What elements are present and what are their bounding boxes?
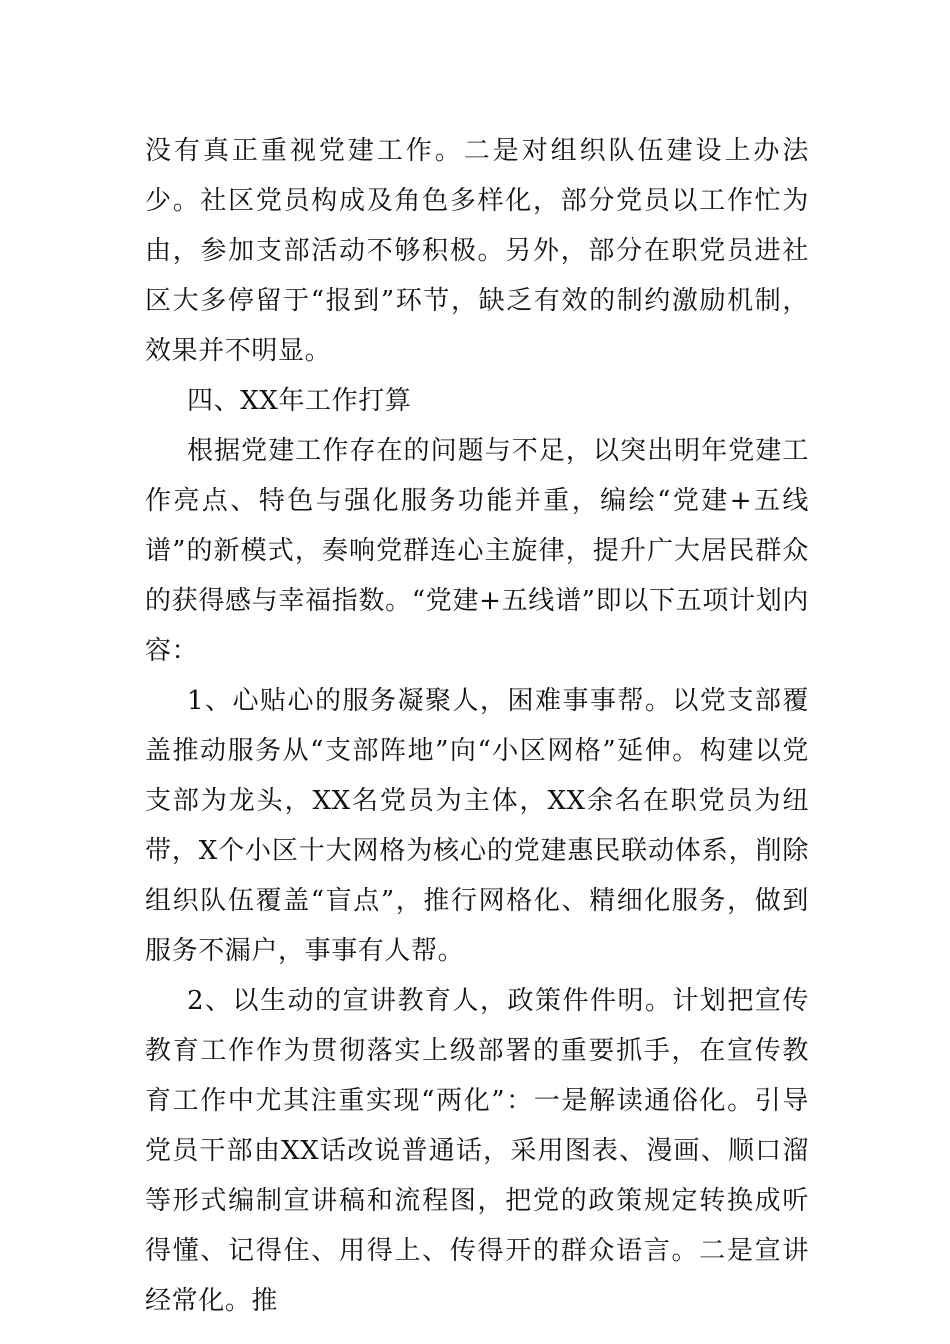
paragraph-item-2: 2、以生动的宣讲教育人，政策件件明。计划把宣传教育工作作为贯彻落实上级部署的重要抓手，在宣传教育工作中尤其注重实现“两化”：一是解读通俗化。引导党员干部由XX话改说普通话，采用图表、漫画、顺口溜等形式编制宣讲稿和流程图，把党的政策规定转换成听得懂、记得住、用得上、传得开的群众语言。二是宣讲经常化。推 [145, 986, 809, 1316]
paragraph-intro: 根据党建工作存在的问题与不足，以突出明年党建工作亮点、特色与强化服务功能并重，编绘“党建+五线谱”的新模式，奏响党群连心主旋律，提升广大居民群众的获得感与幸福指数。“党建+五线谱”即以下五项计划内容： [145, 436, 809, 666]
paragraph-continuation: 没有真正重视党建工作。二是对组织队伍建设上办法少。社区党员构成及角色多样化，部分党员以工作忙为由，参加支部活动不够积极。另外，部分在职党员进社区大多停留于“报到”环节，缺乏有效的制约激励机制，效果并不明显。 [145, 136, 809, 366]
section-heading: 四、XX年工作打算 [187, 386, 412, 416]
paragraph-item-1: 1、心贴心的服务凝聚人，困难事事帮。以党支部覆盖推动服务从“支部阵地”向“小区网格”延伸。构建以党支部为龙头，XX名党员为主体，XX余名在职党员为纽带，X个小区十大网格为核心的党建惠民联动体系，削除组织队伍覆盖“盲点”，推行网格化、精细化服务，做到服务不漏户，事事有人帮。 [145, 686, 809, 966]
document-body [145, 126, 809, 1326]
